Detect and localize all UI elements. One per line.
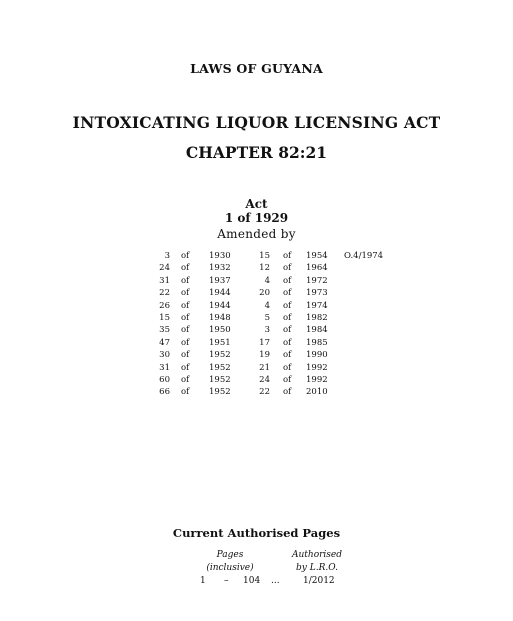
amendment-number: 20 [259, 288, 270, 299]
amendment-of: of [283, 251, 292, 261]
amendment-row [0, 312, 513, 324]
amendment-number: 31 [159, 362, 170, 373]
amendment-year: 1984 [306, 325, 328, 336]
amendment-year: 1952 [209, 362, 231, 373]
amendment-year: 1944 [209, 288, 231, 299]
amendment-number: 21 [259, 362, 270, 373]
amendment-of: of [181, 375, 190, 385]
amendment-row [0, 337, 513, 349]
amendment-of: of [283, 362, 292, 373]
amendment-number: 24 [259, 375, 270, 385]
amendment-year: 1930 [209, 251, 231, 261]
amendment-of: of [181, 300, 190, 311]
amendment-number: 35 [159, 325, 170, 336]
pages-column-label: Pages [216, 550, 244, 560]
amendment-year: 1932 [209, 263, 231, 274]
amendment-of: of [283, 350, 292, 361]
amendment-of: of [181, 251, 190, 261]
amendment-number: 60 [159, 375, 170, 385]
amendment-note: O.4/1974 [344, 251, 384, 261]
amendment-number: 19 [259, 350, 270, 361]
pages-dash: – [224, 576, 229, 586]
act-title: INTOXICATING LIQUOR LICENSING ACT [72, 113, 441, 132]
amendment-row [0, 324, 513, 336]
act-number: 1 of 1929 [224, 211, 289, 225]
amendment-year: 1974 [306, 300, 328, 311]
amendment-number: 15 [259, 251, 270, 261]
pages-to: 104 [243, 576, 261, 586]
amendment-of: of [283, 300, 292, 311]
amendment-of: of [181, 325, 190, 336]
amendment-number: 4 [264, 300, 270, 311]
authorised-column-sublabel: by L.R.O. [296, 563, 338, 573]
amendment-year: 1990 [306, 350, 328, 361]
amendment-of: of [181, 350, 190, 361]
amendment-of: of [181, 362, 190, 373]
amendment-number: 26 [159, 300, 170, 311]
amendment-number: 5 [264, 313, 270, 323]
amendment-number: 22 [159, 288, 170, 299]
amendment-number: 3 [264, 325, 270, 336]
amendment-of: of [283, 375, 292, 385]
amendment-year: 1972 [306, 275, 328, 286]
amendment-year: 1937 [209, 275, 231, 286]
amendment-year: 1982 [306, 313, 328, 323]
amendment-number: 22 [259, 387, 270, 398]
amendment-number: 12 [259, 263, 270, 274]
amendment-year: 1951 [209, 337, 231, 348]
pages-dots: ... [271, 576, 280, 586]
chapter-number: CHAPTER 82:21 [185, 143, 328, 162]
amendment-year: 1948 [209, 313, 231, 323]
amendment-year: 1952 [209, 375, 231, 385]
amendment-of: of [181, 263, 190, 274]
amendment-year: 1950 [209, 325, 231, 336]
amendment-number: 3 [164, 251, 170, 261]
amendment-number: 31 [159, 275, 170, 286]
amendment-of: of [181, 337, 190, 348]
amendment-number: 15 [159, 313, 170, 323]
amendment-year: 1985 [306, 337, 328, 348]
amendment-row [0, 300, 513, 312]
current-pages-heading: Current Authorised Pages [172, 526, 341, 540]
amendment-of: of [283, 288, 292, 299]
amendment-number: 30 [159, 350, 170, 361]
amendment-row [0, 349, 513, 361]
amended-by-label: Amended by [217, 227, 296, 241]
amendment-row [0, 275, 513, 287]
amendment-of: of [283, 275, 292, 286]
amendment-row [0, 287, 513, 299]
amendment-number: 66 [159, 387, 170, 398]
amendment-year: 1944 [209, 300, 231, 311]
amendment-of: of [181, 275, 190, 286]
act-label: Act [245, 197, 268, 211]
amendment-year: 1954 [306, 251, 328, 261]
amendment-number: 17 [259, 337, 270, 348]
amendment-number: 47 [159, 337, 170, 348]
amendment-year: 1992 [306, 362, 328, 373]
amendment-of: of [283, 313, 292, 323]
amendment-year: 1973 [306, 288, 328, 299]
amendment-year: 1952 [209, 387, 231, 398]
amendment-of: of [283, 387, 292, 398]
amendment-year: 2010 [306, 387, 328, 398]
amendment-of: of [181, 288, 190, 299]
amendment-row [0, 250, 513, 262]
amendment-of: of [283, 337, 292, 348]
pages-column-sublabel: (inclusive) [206, 563, 254, 573]
amendments-table [0, 250, 513, 400]
amendment-year: 1992 [306, 375, 328, 385]
amendment-row [0, 262, 513, 274]
amendment-row [0, 374, 513, 386]
amendment-of: of [181, 313, 190, 323]
amendment-of: of [181, 387, 190, 398]
amendment-of: of [283, 263, 292, 274]
amendment-number: 4 [264, 275, 270, 286]
amendment-of: of [283, 325, 292, 336]
laws-heading: LAWS OF GUYANA [190, 61, 323, 76]
authorised-value: 1/2012 [303, 576, 335, 586]
pages-from: 1 [200, 576, 206, 586]
amendment-year: 1952 [209, 350, 231, 361]
amendment-year: 1964 [306, 263, 328, 274]
amendment-number: 24 [159, 263, 170, 274]
amendment-row [0, 362, 513, 374]
amendment-row [0, 386, 513, 398]
authorised-column-label: Authorised [291, 550, 342, 560]
